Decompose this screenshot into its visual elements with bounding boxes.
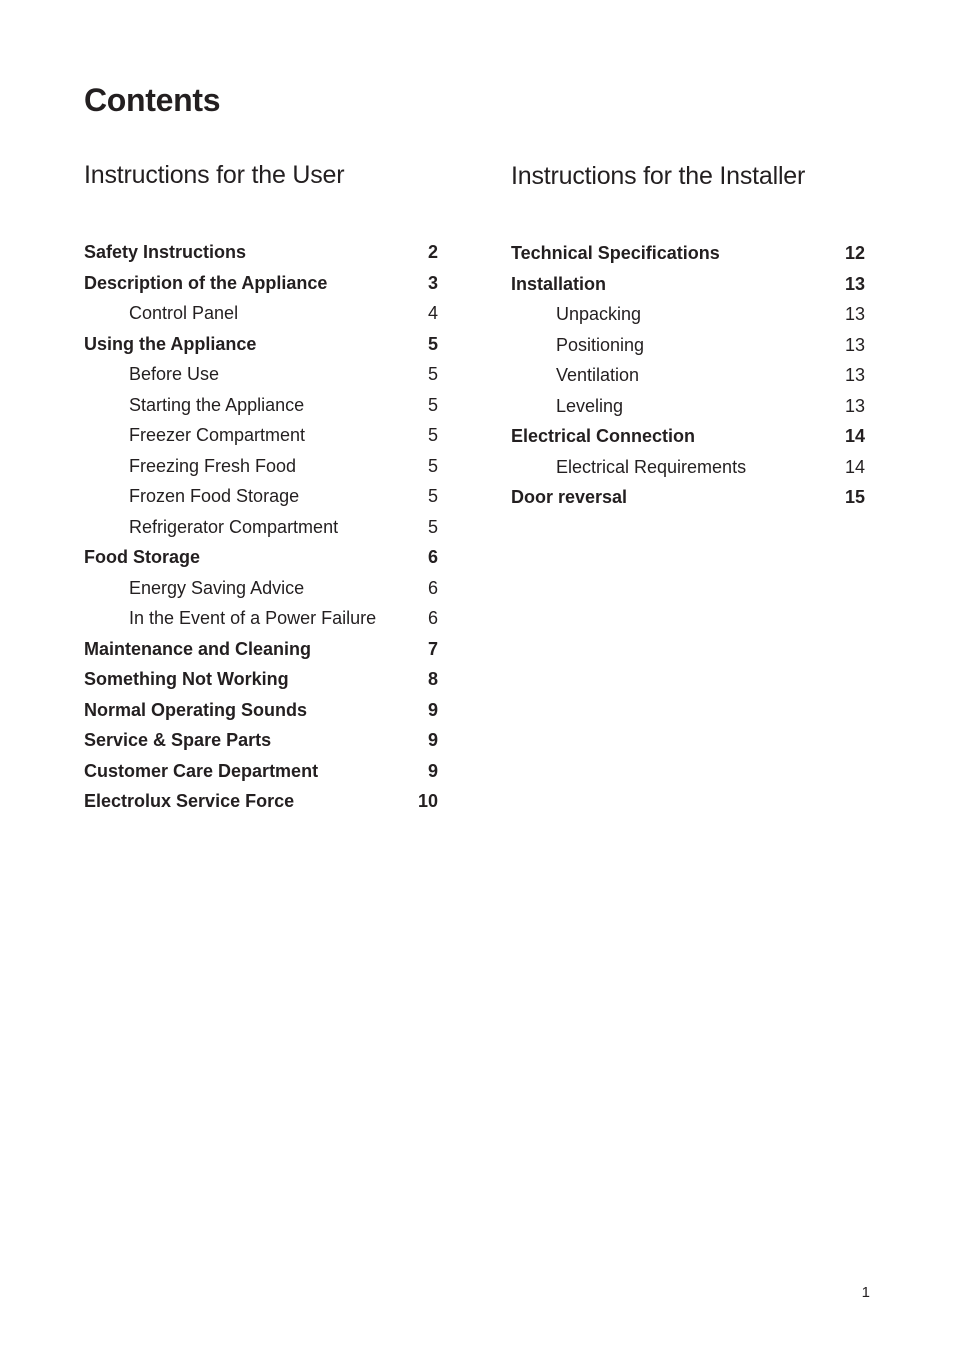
toc-entry	[511, 269, 865, 300]
toc-entry-page: 13	[844, 334, 865, 355]
toc-subentry	[84, 451, 438, 482]
toc-entry-page: 12	[844, 243, 865, 263]
page-number: 1	[861, 1284, 870, 1301]
toc-entry-page: 5	[427, 455, 438, 476]
toc-entry-label: Safety Instructions	[84, 242, 247, 262]
toc-entry-label: Starting the Appliance	[129, 394, 305, 415]
toc-entry-label: Before Use	[129, 364, 220, 384]
installer-toc-list	[511, 238, 865, 513]
toc-entry-label: Customer Care Department	[84, 760, 319, 781]
toc-subentry	[84, 390, 438, 421]
toc-entry-page: 15	[844, 487, 865, 507]
toc-entry-label: Installation	[511, 273, 607, 294]
toc-subentry	[511, 452, 865, 483]
toc-entry-page: 13	[844, 273, 865, 294]
toc-entry-page: 6	[427, 547, 438, 567]
toc-entry	[84, 634, 438, 665]
toc-subentry	[511, 360, 865, 391]
toc-entry-page: 9	[427, 760, 438, 781]
toc-entry-page: 9	[427, 699, 438, 720]
toc-subentry	[84, 481, 438, 512]
toc-entry-label: Electrical Requirements	[556, 456, 747, 477]
toc-entry-label: Positioning	[556, 334, 645, 355]
toc-entry-page: 9	[427, 730, 438, 750]
toc-entry-page: 13	[844, 395, 865, 416]
toc-entry	[84, 725, 438, 756]
toc-entry-page: 5	[427, 516, 438, 537]
toc-entry-page: 8	[427, 669, 438, 689]
toc-entry-label: Technical Specifications	[511, 243, 720, 263]
toc-entry-label: Using the Appliance	[84, 333, 257, 354]
toc-entry	[84, 664, 438, 695]
installer-section-heading: Instructions for the Installer	[511, 162, 806, 190]
toc-subentry	[84, 512, 438, 543]
toc-entry	[511, 238, 865, 269]
page-title: Contents	[84, 82, 221, 118]
toc-entry-page: 7	[427, 638, 438, 659]
toc-entry-label: Something Not Working	[84, 669, 289, 689]
toc-entry-label: Service & Spare Parts	[84, 730, 272, 750]
toc-entry-label: Unpacking	[556, 304, 642, 324]
toc-entry	[84, 268, 438, 299]
toc-entry-label: Frozen Food Storage	[129, 486, 300, 506]
toc-entry-page: 6	[427, 608, 438, 628]
toc-entry	[84, 542, 438, 573]
toc-subentry	[84, 298, 438, 329]
user-section-heading: Instructions for the User	[84, 161, 345, 189]
toc-subentry	[511, 299, 865, 330]
toc-entry-label: Refrigerator Compartment	[129, 516, 339, 537]
toc-subentry	[84, 359, 438, 390]
toc-entry-label: Freezer Compartment	[129, 425, 306, 445]
toc-entry-label: Description of the Appliance	[84, 272, 328, 293]
toc-entry-label: Door reversal	[511, 487, 628, 507]
toc-entry-page: 5	[427, 364, 438, 384]
toc-entry-page: 14	[844, 456, 865, 477]
installer-instructions-section	[511, 159, 865, 513]
toc-entry	[511, 421, 865, 452]
toc-entry-page: 5	[427, 486, 438, 506]
toc-entry	[84, 756, 438, 787]
toc-subentry	[511, 391, 865, 422]
toc-entry-page: 6	[427, 577, 438, 598]
toc-entry-label: Electrolux Service Force	[84, 791, 295, 811]
toc-entry-page: 14	[844, 426, 865, 446]
user-toc-list	[84, 237, 438, 817]
toc-entry-page: 13	[844, 365, 865, 385]
toc-subentry	[511, 330, 865, 361]
toc-entry-page: 3	[427, 272, 438, 293]
toc-entry-label: In the Event of a Power Failure	[129, 608, 377, 628]
toc-entry-label: Freezing Fresh Food	[129, 455, 297, 476]
toc-entry-label: Electrical Connection	[511, 426, 696, 446]
toc-entry	[84, 695, 438, 726]
toc-entry-label: Maintenance and Cleaning	[84, 638, 312, 659]
toc-entry	[84, 329, 438, 360]
toc-subentry	[84, 603, 438, 634]
toc-entry-page: 5	[427, 425, 438, 445]
toc-entry-page: 10	[417, 791, 438, 811]
toc-entry-label: Normal Operating Sounds	[84, 699, 308, 720]
toc-entry-label: Ventilation	[556, 365, 640, 385]
toc-entry-label: Leveling	[556, 395, 624, 416]
toc-entry-label: Control Panel	[129, 303, 239, 323]
toc-entry-label: Food Storage	[84, 547, 200, 567]
toc-entry-page: 5	[427, 394, 438, 415]
toc-subentry	[84, 573, 438, 604]
toc-entry-page: 4	[427, 303, 438, 323]
toc-entry-page: 13	[844, 304, 865, 324]
toc-entry	[84, 237, 438, 268]
toc-entry	[511, 482, 865, 513]
toc-entry-page: 5	[427, 333, 438, 354]
toc-entry-page: 2	[427, 242, 438, 262]
toc-entry-label: Energy Saving Advice	[129, 577, 305, 598]
toc-subentry	[84, 420, 438, 451]
toc-entry	[84, 786, 438, 817]
user-instructions-section	[84, 158, 438, 817]
